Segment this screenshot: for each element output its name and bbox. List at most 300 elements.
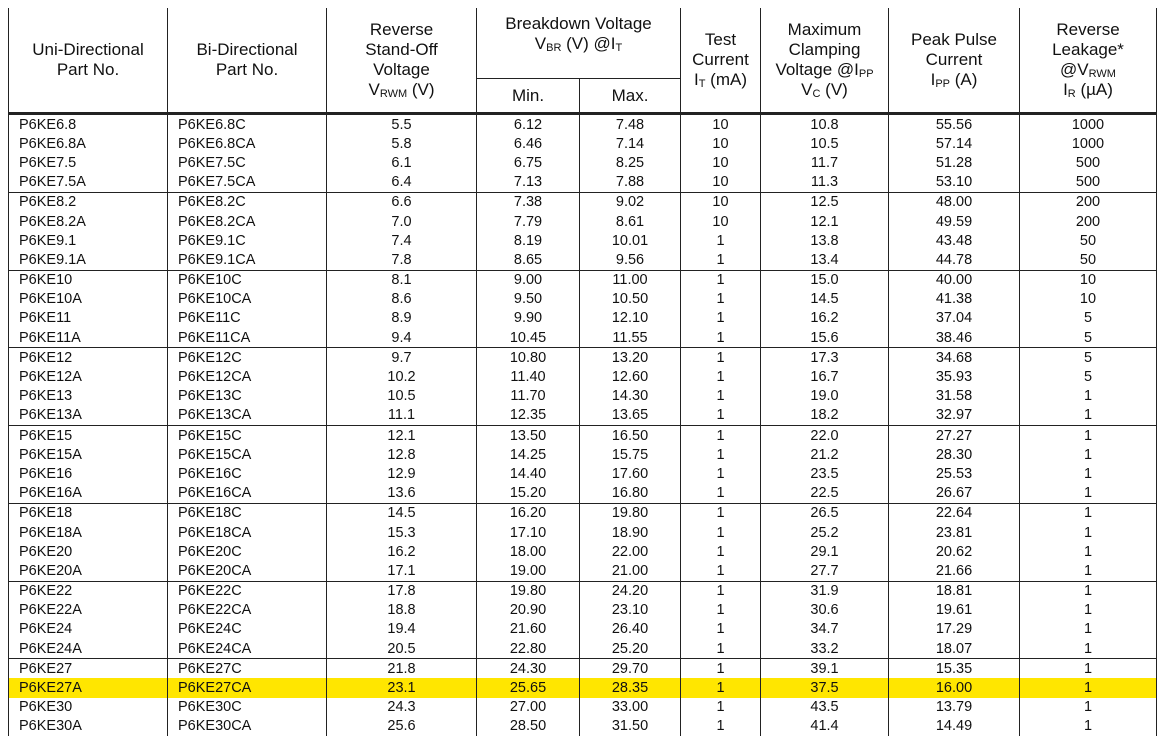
cell-test-current: 1: [681, 523, 761, 542]
cell-breakdown-max: 12.60: [580, 367, 681, 386]
cell-unidirectional-part: P6KE15A: [9, 445, 168, 464]
cell-reverse-leakage: 500: [1020, 153, 1157, 172]
header-breakdown-max: Max.: [580, 79, 681, 114]
cell-bidirectional-part: P6KE24CA: [168, 639, 327, 659]
cell-test-current: 1: [681, 561, 761, 581]
cell-standoff-voltage: 6.4: [327, 173, 477, 193]
cell-standoff-voltage: 24.3: [327, 698, 477, 717]
cell-bidirectional-part: P6KE11C: [168, 309, 327, 328]
cell-test-current: 1: [681, 464, 761, 483]
cell-reverse-leakage: 1: [1020, 406, 1157, 426]
cell-bidirectional-part: P6KE10CA: [168, 290, 327, 309]
cell-peak-pulse-current: 14.49: [889, 717, 1020, 736]
cell-reverse-leakage: 5: [1020, 348, 1157, 368]
cell-breakdown-min: 28.50: [477, 717, 580, 736]
table-row: [9, 464, 1157, 483]
cell-breakdown-max: 8.61: [580, 212, 681, 231]
cell-test-current: 1: [681, 231, 761, 250]
header-reverse-standoff-voltage: Reverse Stand-Off Voltage $V_{RWM}$ (V): [327, 8, 477, 114]
cell-bidirectional-part: P6KE22C: [168, 581, 327, 601]
cell-reverse-leakage: 5: [1020, 309, 1157, 328]
cell-bidirectional-part: P6KE20C: [168, 542, 327, 561]
cell-breakdown-min: 12.35: [477, 406, 580, 426]
cell-breakdown-min: 13.50: [477, 426, 580, 446]
cell-standoff-voltage: 10.5: [327, 387, 477, 406]
cell-breakdown-max: 16.50: [580, 426, 681, 446]
cell-clamping-voltage: 31.9: [761, 581, 889, 601]
cell-test-current: 1: [681, 426, 761, 446]
cell-clamping-voltage: 41.4: [761, 717, 889, 736]
cell-clamping-voltage: 12.5: [761, 192, 889, 212]
cell-test-current: 1: [681, 445, 761, 464]
table-row: [9, 561, 1157, 581]
cell-peak-pulse-current: 55.56: [889, 114, 1020, 135]
cell-breakdown-max: 23.10: [580, 601, 681, 620]
cell-reverse-leakage: 1: [1020, 581, 1157, 601]
cell-reverse-leakage: 200: [1020, 192, 1157, 212]
cell-standoff-voltage: 9.7: [327, 348, 477, 368]
cell-breakdown-min: 8.19: [477, 231, 580, 250]
cell-breakdown-max: 18.90: [580, 523, 681, 542]
cell-unidirectional-part: P6KE27: [9, 659, 168, 679]
cell-unidirectional-part: P6KE30A: [9, 717, 168, 736]
cell-reverse-leakage: 1: [1020, 542, 1157, 561]
cell-bidirectional-part: P6KE13C: [168, 387, 327, 406]
cell-peak-pulse-current: 32.97: [889, 406, 1020, 426]
cell-peak-pulse-current: 51.28: [889, 153, 1020, 172]
cell-clamping-voltage: 17.3: [761, 348, 889, 368]
cell-standoff-voltage: 15.3: [327, 523, 477, 542]
cell-test-current: 1: [681, 387, 761, 406]
cell-unidirectional-part: P6KE20A: [9, 561, 168, 581]
cell-standoff-voltage: 25.6: [327, 717, 477, 736]
cell-peak-pulse-current: 43.48: [889, 231, 1020, 250]
table-row: [9, 134, 1157, 153]
cell-peak-pulse-current: 21.66: [889, 561, 1020, 581]
cell-breakdown-min: 14.40: [477, 464, 580, 483]
cell-bidirectional-part: P6KE8.2CA: [168, 212, 327, 231]
specifications-table: [8, 8, 1157, 736]
table-row: [9, 212, 1157, 231]
cell-test-current: 1: [681, 309, 761, 328]
cell-bidirectional-part: P6KE9.1C: [168, 231, 327, 250]
cell-unidirectional-part: P6KE11A: [9, 328, 168, 348]
cell-bidirectional-part: P6KE15CA: [168, 445, 327, 464]
cell-breakdown-max: 7.88: [580, 173, 681, 193]
cell-standoff-voltage: 18.8: [327, 601, 477, 620]
cell-clamping-voltage: 43.5: [761, 698, 889, 717]
cell-test-current: 1: [681, 639, 761, 659]
cell-clamping-voltage: 39.1: [761, 659, 889, 679]
cell-breakdown-max: 19.80: [580, 503, 681, 523]
cell-bidirectional-part: P6KE30C: [168, 698, 327, 717]
cell-breakdown-min: 9.90: [477, 309, 580, 328]
cell-unidirectional-part: P6KE12A: [9, 367, 168, 386]
cell-breakdown-min: 6.12: [477, 114, 580, 135]
header-test-current: Test Current $I_T$ (mA): [681, 8, 761, 114]
cell-test-current: 1: [681, 601, 761, 620]
cell-breakdown-min: 7.38: [477, 192, 580, 212]
table-row: [9, 348, 1157, 368]
table-row: [9, 173, 1157, 193]
cell-breakdown-min: 7.13: [477, 173, 580, 193]
cell-standoff-voltage: 5.8: [327, 134, 477, 153]
cell-standoff-voltage: 6.6: [327, 192, 477, 212]
cell-clamping-voltage: 37.5: [761, 678, 889, 697]
cell-breakdown-max: 21.00: [580, 561, 681, 581]
cell-test-current: 1: [681, 367, 761, 386]
cell-breakdown-min: 19.00: [477, 561, 580, 581]
cell-unidirectional-part: P6KE11: [9, 309, 168, 328]
cell-breakdown-min: 6.75: [477, 153, 580, 172]
cell-test-current: 1: [681, 581, 761, 601]
cell-peak-pulse-current: 44.78: [889, 250, 1020, 270]
table-row: [9, 659, 1157, 679]
cell-peak-pulse-current: 18.81: [889, 581, 1020, 601]
cell-breakdown-min: 15.20: [477, 484, 580, 504]
table-body: [9, 114, 1157, 737]
cell-unidirectional-part: P6KE8.2A: [9, 212, 168, 231]
cell-test-current: 1: [681, 620, 761, 639]
cell-breakdown-max: 9.02: [580, 192, 681, 212]
cell-unidirectional-part: P6KE6.8: [9, 114, 168, 135]
cell-clamping-voltage: 22.5: [761, 484, 889, 504]
cell-bidirectional-part: P6KE22CA: [168, 601, 327, 620]
cell-peak-pulse-current: 19.61: [889, 601, 1020, 620]
header-reverse-leakage: Reverse Leakage* $@V_{RWM}$ $I_R$ (µA): [1020, 8, 1157, 114]
table-row: [9, 192, 1157, 212]
cell-peak-pulse-current: 35.93: [889, 367, 1020, 386]
cell-clamping-voltage: 12.1: [761, 212, 889, 231]
cell-reverse-leakage: 1: [1020, 698, 1157, 717]
cell-standoff-voltage: 17.8: [327, 581, 477, 601]
cell-standoff-voltage: 5.5: [327, 114, 477, 135]
cell-breakdown-min: 14.25: [477, 445, 580, 464]
table-row: [9, 542, 1157, 561]
cell-clamping-voltage: 10.5: [761, 134, 889, 153]
cell-test-current: 10: [681, 153, 761, 172]
cell-peak-pulse-current: 41.38: [889, 290, 1020, 309]
cell-breakdown-min: 17.10: [477, 523, 580, 542]
header-peak-pulse-current: Peak Pulse Current $I_{PP}$ (A): [889, 8, 1020, 114]
cell-clamping-voltage: 16.2: [761, 309, 889, 328]
cell-clamping-voltage: 14.5: [761, 290, 889, 309]
table-row: [9, 290, 1157, 309]
cell-test-current: 1: [681, 328, 761, 348]
cell-standoff-voltage: 12.9: [327, 464, 477, 483]
cell-breakdown-min: 11.40: [477, 367, 580, 386]
cell-unidirectional-part: P6KE10A: [9, 290, 168, 309]
cell-breakdown-max: 10.01: [580, 231, 681, 250]
cell-reverse-leakage: 1: [1020, 503, 1157, 523]
cell-breakdown-max: 25.20: [580, 639, 681, 659]
header-breakdown-voltage: Breakdown Voltage $V_{BR}$ (V) $@I_T$: [477, 8, 681, 79]
cell-reverse-leakage: 1: [1020, 464, 1157, 483]
cell-test-current: 1: [681, 484, 761, 504]
table-row: [9, 581, 1157, 601]
header-bidirectional-part-no: Bi-Directional Part No.: [168, 8, 327, 114]
cell-breakdown-min: 20.90: [477, 601, 580, 620]
cell-breakdown-max: 15.75: [580, 445, 681, 464]
cell-clamping-voltage: 23.5: [761, 464, 889, 483]
cell-test-current: 1: [681, 503, 761, 523]
cell-breakdown-min: 8.65: [477, 250, 580, 270]
cell-bidirectional-part: P6KE13CA: [168, 406, 327, 426]
cell-bidirectional-part: P6KE18CA: [168, 523, 327, 542]
cell-breakdown-max: 24.20: [580, 581, 681, 601]
cell-reverse-leakage: 1: [1020, 445, 1157, 464]
cell-breakdown-min: 10.45: [477, 328, 580, 348]
cell-clamping-voltage: 11.7: [761, 153, 889, 172]
cell-breakdown-min: 16.20: [477, 503, 580, 523]
table-row: [9, 678, 1157, 697]
cell-breakdown-min: 18.00: [477, 542, 580, 561]
cell-unidirectional-part: P6KE16A: [9, 484, 168, 504]
cell-reverse-leakage: 200: [1020, 212, 1157, 231]
cell-peak-pulse-current: 26.67: [889, 484, 1020, 504]
cell-unidirectional-part: P6KE9.1A: [9, 250, 168, 270]
cell-breakdown-min: 10.80: [477, 348, 580, 368]
cell-unidirectional-part: P6KE27A: [9, 678, 168, 697]
cell-reverse-leakage: 500: [1020, 173, 1157, 193]
cell-standoff-voltage: 16.2: [327, 542, 477, 561]
cell-bidirectional-part: P6KE12CA: [168, 367, 327, 386]
cell-reverse-leakage: 1: [1020, 659, 1157, 679]
cell-breakdown-max: 13.20: [580, 348, 681, 368]
cell-peak-pulse-current: 23.81: [889, 523, 1020, 542]
cell-reverse-leakage: 1: [1020, 561, 1157, 581]
cell-unidirectional-part: P6KE10: [9, 270, 168, 290]
cell-unidirectional-part: P6KE24: [9, 620, 168, 639]
table-row: [9, 250, 1157, 270]
cell-breakdown-max: 29.70: [580, 659, 681, 679]
cell-standoff-voltage: 21.8: [327, 659, 477, 679]
cell-breakdown-max: 11.00: [580, 270, 681, 290]
cell-peak-pulse-current: 40.00: [889, 270, 1020, 290]
cell-reverse-leakage: 50: [1020, 250, 1157, 270]
cell-reverse-leakage: 1: [1020, 387, 1157, 406]
cell-breakdown-min: 22.80: [477, 639, 580, 659]
cell-reverse-leakage: 1: [1020, 601, 1157, 620]
cell-peak-pulse-current: 38.46: [889, 328, 1020, 348]
cell-bidirectional-part: P6KE8.2C: [168, 192, 327, 212]
cell-bidirectional-part: P6KE16C: [168, 464, 327, 483]
cell-standoff-voltage: 23.1: [327, 678, 477, 697]
cell-bidirectional-part: P6KE20CA: [168, 561, 327, 581]
cell-breakdown-min: 6.46: [477, 134, 580, 153]
cropped-title-fragment: [0, 0, 1161, 8]
cell-reverse-leakage: 1: [1020, 426, 1157, 446]
cell-clamping-voltage: 11.3: [761, 173, 889, 193]
cell-standoff-voltage: 7.8: [327, 250, 477, 270]
cell-reverse-leakage: 1: [1020, 620, 1157, 639]
cell-breakdown-max: 10.50: [580, 290, 681, 309]
cell-breakdown-max: 8.25: [580, 153, 681, 172]
cell-breakdown-max: 28.35: [580, 678, 681, 697]
cell-breakdown-max: 33.00: [580, 698, 681, 717]
cell-breakdown-max: 31.50: [580, 717, 681, 736]
cell-test-current: 10: [681, 173, 761, 193]
cell-breakdown-max: 9.56: [580, 250, 681, 270]
cell-standoff-voltage: 6.1: [327, 153, 477, 172]
cell-unidirectional-part: P6KE30: [9, 698, 168, 717]
cell-breakdown-max: 14.30: [580, 387, 681, 406]
cell-test-current: 1: [681, 717, 761, 736]
cell-clamping-voltage: 21.2: [761, 445, 889, 464]
cell-standoff-voltage: 12.8: [327, 445, 477, 464]
cell-test-current: 1: [681, 348, 761, 368]
cell-bidirectional-part: P6KE12C: [168, 348, 327, 368]
cell-breakdown-max: 13.65: [580, 406, 681, 426]
cell-breakdown-max: 7.48: [580, 114, 681, 135]
cell-standoff-voltage: 8.1: [327, 270, 477, 290]
cell-standoff-voltage: 19.4: [327, 620, 477, 639]
cell-breakdown-min: 11.70: [477, 387, 580, 406]
cell-standoff-voltage: 17.1: [327, 561, 477, 581]
cell-unidirectional-part: P6KE15: [9, 426, 168, 446]
cell-bidirectional-part: P6KE7.5CA: [168, 173, 327, 193]
cell-breakdown-max: 22.00: [580, 542, 681, 561]
cell-reverse-leakage: 1: [1020, 678, 1157, 697]
cell-test-current: 10: [681, 134, 761, 153]
table-row: [9, 367, 1157, 386]
cell-clamping-voltage: 25.2: [761, 523, 889, 542]
cell-reverse-leakage: 5: [1020, 367, 1157, 386]
cell-bidirectional-part: P6KE27CA: [168, 678, 327, 697]
cell-breakdown-min: 25.65: [477, 678, 580, 697]
cell-breakdown-min: 21.60: [477, 620, 580, 639]
cell-test-current: 1: [681, 659, 761, 679]
cell-peak-pulse-current: 20.62: [889, 542, 1020, 561]
table-row: [9, 445, 1157, 464]
cell-breakdown-max: 26.40: [580, 620, 681, 639]
cell-reverse-leakage: 10: [1020, 270, 1157, 290]
cell-standoff-voltage: 8.9: [327, 309, 477, 328]
cell-clamping-voltage: 30.6: [761, 601, 889, 620]
cell-peak-pulse-current: 27.27: [889, 426, 1020, 446]
cell-unidirectional-part: P6KE13A: [9, 406, 168, 426]
cell-unidirectional-part: P6KE16: [9, 464, 168, 483]
cell-reverse-leakage: 1: [1020, 484, 1157, 504]
cell-unidirectional-part: P6KE22: [9, 581, 168, 601]
cell-standoff-voltage: 7.0: [327, 212, 477, 231]
cell-reverse-leakage: 5: [1020, 328, 1157, 348]
cell-breakdown-min: 9.00: [477, 270, 580, 290]
cell-standoff-voltage: 9.4: [327, 328, 477, 348]
cell-peak-pulse-current: 53.10: [889, 173, 1020, 193]
header-unidirectional-part-no: Uni-Directional Part No.: [9, 8, 168, 114]
cell-clamping-voltage: 16.7: [761, 367, 889, 386]
cell-unidirectional-part: P6KE18A: [9, 523, 168, 542]
cell-test-current: 10: [681, 114, 761, 135]
cell-test-current: 1: [681, 290, 761, 309]
cell-unidirectional-part: P6KE12: [9, 348, 168, 368]
cell-bidirectional-part: P6KE6.8CA: [168, 134, 327, 153]
cell-bidirectional-part: P6KE30CA: [168, 717, 327, 736]
cell-peak-pulse-current: 34.68: [889, 348, 1020, 368]
cell-unidirectional-part: P6KE9.1: [9, 231, 168, 250]
cell-reverse-leakage: 1: [1020, 717, 1157, 736]
cell-bidirectional-part: P6KE24C: [168, 620, 327, 639]
cell-peak-pulse-current: 25.53: [889, 464, 1020, 483]
table-row: [9, 620, 1157, 639]
cell-bidirectional-part: P6KE9.1CA: [168, 250, 327, 270]
cell-breakdown-max: 11.55: [580, 328, 681, 348]
cell-unidirectional-part: P6KE24A: [9, 639, 168, 659]
header-max-clamping-voltage: Maximum Clamping Voltage $@I_{PP}$ $V_C$ (V): [761, 8, 889, 114]
cell-breakdown-min: 19.80: [477, 581, 580, 601]
cell-bidirectional-part: P6KE16CA: [168, 484, 327, 504]
cell-breakdown-min: 7.79: [477, 212, 580, 231]
cell-breakdown-min: 27.00: [477, 698, 580, 717]
header-breakdown-min: Min.: [477, 79, 580, 114]
cell-standoff-voltage: 13.6: [327, 484, 477, 504]
table-row: [9, 328, 1157, 348]
table-row: [9, 523, 1157, 542]
cell-test-current: 1: [681, 250, 761, 270]
cell-clamping-voltage: 15.0: [761, 270, 889, 290]
table-row: [9, 114, 1157, 135]
table-row: [9, 231, 1157, 250]
cell-test-current: 10: [681, 192, 761, 212]
cell-bidirectional-part: P6KE7.5C: [168, 153, 327, 172]
cell-peak-pulse-current: 37.04: [889, 309, 1020, 328]
cell-breakdown-max: 7.14: [580, 134, 681, 153]
cell-clamping-voltage: 27.7: [761, 561, 889, 581]
cell-bidirectional-part: P6KE15C: [168, 426, 327, 446]
table-row: [9, 270, 1157, 290]
cell-peak-pulse-current: 16.00: [889, 678, 1020, 697]
cell-standoff-voltage: 12.1: [327, 426, 477, 446]
cell-clamping-voltage: 13.4: [761, 250, 889, 270]
cell-unidirectional-part: P6KE13: [9, 387, 168, 406]
cell-bidirectional-part: P6KE18C: [168, 503, 327, 523]
cell-test-current: 1: [681, 542, 761, 561]
cell-reverse-leakage: 1000: [1020, 134, 1157, 153]
cell-breakdown-max: 16.80: [580, 484, 681, 504]
cell-standoff-voltage: 20.5: [327, 639, 477, 659]
cell-unidirectional-part: P6KE8.2: [9, 192, 168, 212]
cell-reverse-leakage: 1: [1020, 639, 1157, 659]
cell-unidirectional-part: P6KE18: [9, 503, 168, 523]
table-row: [9, 426, 1157, 446]
table-row: [9, 387, 1157, 406]
cell-unidirectional-part: P6KE6.8A: [9, 134, 168, 153]
cell-reverse-leakage: 1000: [1020, 114, 1157, 135]
cell-unidirectional-part: P6KE7.5: [9, 153, 168, 172]
table-row: [9, 601, 1157, 620]
cell-reverse-leakage: 50: [1020, 231, 1157, 250]
cell-clamping-voltage: 26.5: [761, 503, 889, 523]
table-row: [9, 503, 1157, 523]
cell-peak-pulse-current: 31.58: [889, 387, 1020, 406]
cell-clamping-voltage: 18.2: [761, 406, 889, 426]
cell-test-current: 1: [681, 678, 761, 697]
cell-peak-pulse-current: 57.14: [889, 134, 1020, 153]
cell-peak-pulse-current: 28.30: [889, 445, 1020, 464]
cell-peak-pulse-current: 13.79: [889, 698, 1020, 717]
cell-clamping-voltage: 19.0: [761, 387, 889, 406]
table-header: [9, 8, 1157, 114]
table-row: [9, 309, 1157, 328]
cell-peak-pulse-current: 15.35: [889, 659, 1020, 679]
table-row: [9, 484, 1157, 504]
cell-breakdown-max: 12.10: [580, 309, 681, 328]
cell-peak-pulse-current: 48.00: [889, 192, 1020, 212]
cell-bidirectional-part: P6KE6.8C: [168, 114, 327, 135]
table-row: [9, 717, 1157, 736]
cell-unidirectional-part: P6KE20: [9, 542, 168, 561]
